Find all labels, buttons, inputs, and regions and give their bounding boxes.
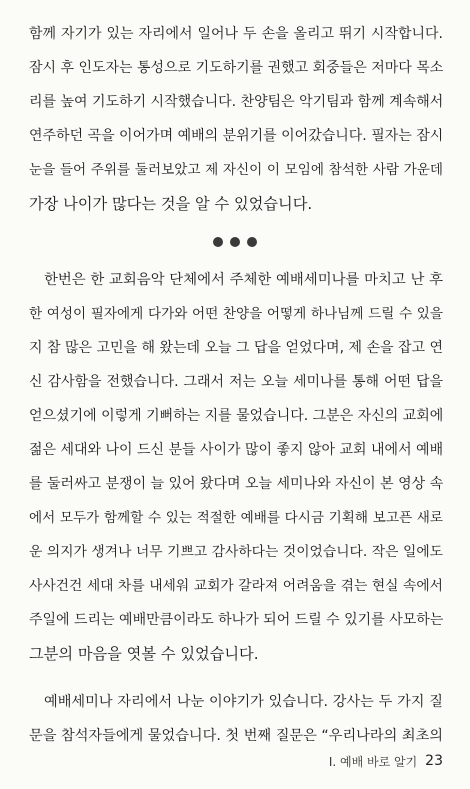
text-line: 사사건건 세대 차를 내세워 교회가 갈라져 어려움을 겪는 현실 속에서 [29,578,443,594]
text-line: 운 의지가 생겨나 너무 기쁘고 감사하다는 것이었습니다. 작은 일에도 [29,544,443,560]
text-line: 신 감사함을 전했습니다. 그래서 저는 오늘 세미나를 통해 어떤 답을 [29,374,443,390]
text-line: 함께 자기가 있는 자리에서 일어나 두 손을 올리고 뛰기 시작합니다. [29,26,443,42]
separator-dot [230,237,240,247]
text-line: 눈을 들어 주위를 둘러보았고 제 자신이 이 모임에 참석한 사람 가운데 [29,162,443,178]
text-line: 그분의 마음을 엿볼 수 있었습니다. [29,645,259,663]
separator-dot [247,237,257,247]
page-footer [329,751,443,771]
text-line: 주일에 드리는 예배만큼이라도 하나가 되어 드릴 수 있기를 사모하는 [29,612,443,628]
page-number: 23 [425,753,443,769]
text-line: 지 참 많은 고민을 해 왔는데 오늘 그 답을 얻었다며, 제 손을 잡고 연 [29,340,443,356]
text-line: 얻으셨기에 이렇게 기뻐하는 지를 물었습니다. 그분은 자신의 교회에 [29,408,443,424]
section-separator [0,237,470,249]
text-line: 잠시 후 인도자는 통성으로 기도하기를 권했고 회중들은 저마다 목소 [29,60,443,76]
text-line: 에서 모두가 함께할 수 있는 적절한 예배를 다시금 기획해 보고픈 새로 [29,510,443,526]
text-line: 가장 나이가 많다는 것을 알 수 있었습니다. [29,195,313,213]
text-line: 문을 참석자들에게 물었습니다. 첫 번째 질문은 “우리나라의 최초의 [29,728,443,744]
text-line: 리를 높여 기도하기 시작했습니다. 찬양팀은 악기팀과 함께 계속해서 [29,94,443,110]
running-section-title: I. 예배 바로 알기 [328,754,418,769]
text-line: 연주하던 곡을 이어가며 예배의 분위기를 이어갔습니다. 필자는 잠시 [29,128,443,144]
text-line: 한번은 한 교회음악 단체에서 주체한 예배세미나를 마치고 난 후 [44,272,443,288]
text-line: 젊은 세대와 나이 드신 분들 사이가 많이 좋지 않아 교회 내에서 예배 [29,442,443,458]
text-line: 한 여성이 필자에게 다가와 어떤 찬양을 어떻게 하나님께 드릴 수 있을 [29,306,443,322]
text-line: 예배세미나 자리에서 나눈 이야기가 있습니다. 강사는 두 가지 질 [44,694,443,710]
text-line: 를 둘러싸고 분쟁이 늘 있어 왔다며 오늘 세미나와 자신이 본 영상 속 [29,476,443,492]
separator-dot [213,237,223,247]
